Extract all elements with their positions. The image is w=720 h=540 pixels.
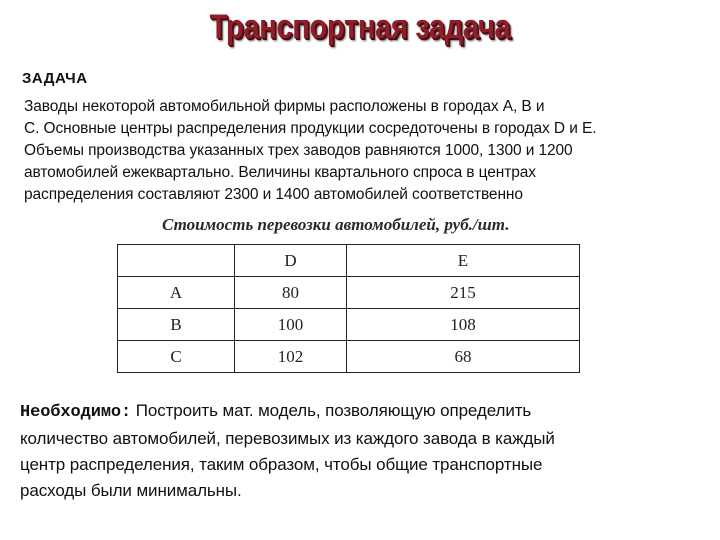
table-cell: 80	[235, 277, 347, 309]
table-cell: 102	[235, 341, 347, 373]
requirement-line: расходы были минимальны.	[20, 481, 242, 500]
task-line: автомобилей ежеквартально. Величины квартального спроса в центрах	[24, 164, 536, 181]
table-row	[118, 277, 580, 309]
cost-table	[117, 244, 580, 373]
task-label: ЗАДАЧА	[22, 70, 88, 87]
task-line: C. Основные центры распределения продукции сосредоточены в городах D и E.	[24, 120, 597, 137]
table-caption: Стоимость перевозки автомобилей, руб./шт.	[162, 215, 510, 234]
task-description	[24, 96, 714, 206]
table-cell: 100	[235, 309, 347, 341]
requirement-label: Необходимо:	[20, 403, 132, 422]
table-row	[118, 309, 580, 341]
table-header-cell: E	[347, 245, 580, 277]
slide-title: Транспортная задача	[209, 8, 511, 46]
task-line: Заводы некоторой автомобильной фирмы расположены в городах A, B и	[24, 98, 545, 115]
table-cell: 215	[347, 277, 580, 309]
requirement-first-line-rest: Построить мат. модель, позволяющую определить	[131, 401, 532, 420]
requirement-first-line	[20, 398, 710, 426]
requirement-text	[20, 398, 710, 504]
table-header-cell: D	[235, 245, 347, 277]
requirement-line: количество автомобилей, перевозимых из каждого завода в каждый	[20, 429, 555, 448]
table-cell: 108	[347, 309, 580, 341]
requirement-line: центр распределения, таким образом, чтобы общие транспортные	[20, 455, 543, 474]
table-header-row	[118, 245, 580, 277]
table-cell: B	[118, 309, 235, 341]
task-line: Объемы производства указанных трех заводов равняются 1000, 1300 и 1200	[24, 142, 573, 159]
table-header-cell	[118, 245, 235, 277]
table-row	[118, 341, 580, 373]
table-cell: A	[118, 277, 235, 309]
table-cell: C	[118, 341, 235, 373]
task-line: распределения составляют 2300 и 1400 автомобилей соответственно	[24, 186, 523, 203]
table-cell: 68	[347, 341, 580, 373]
